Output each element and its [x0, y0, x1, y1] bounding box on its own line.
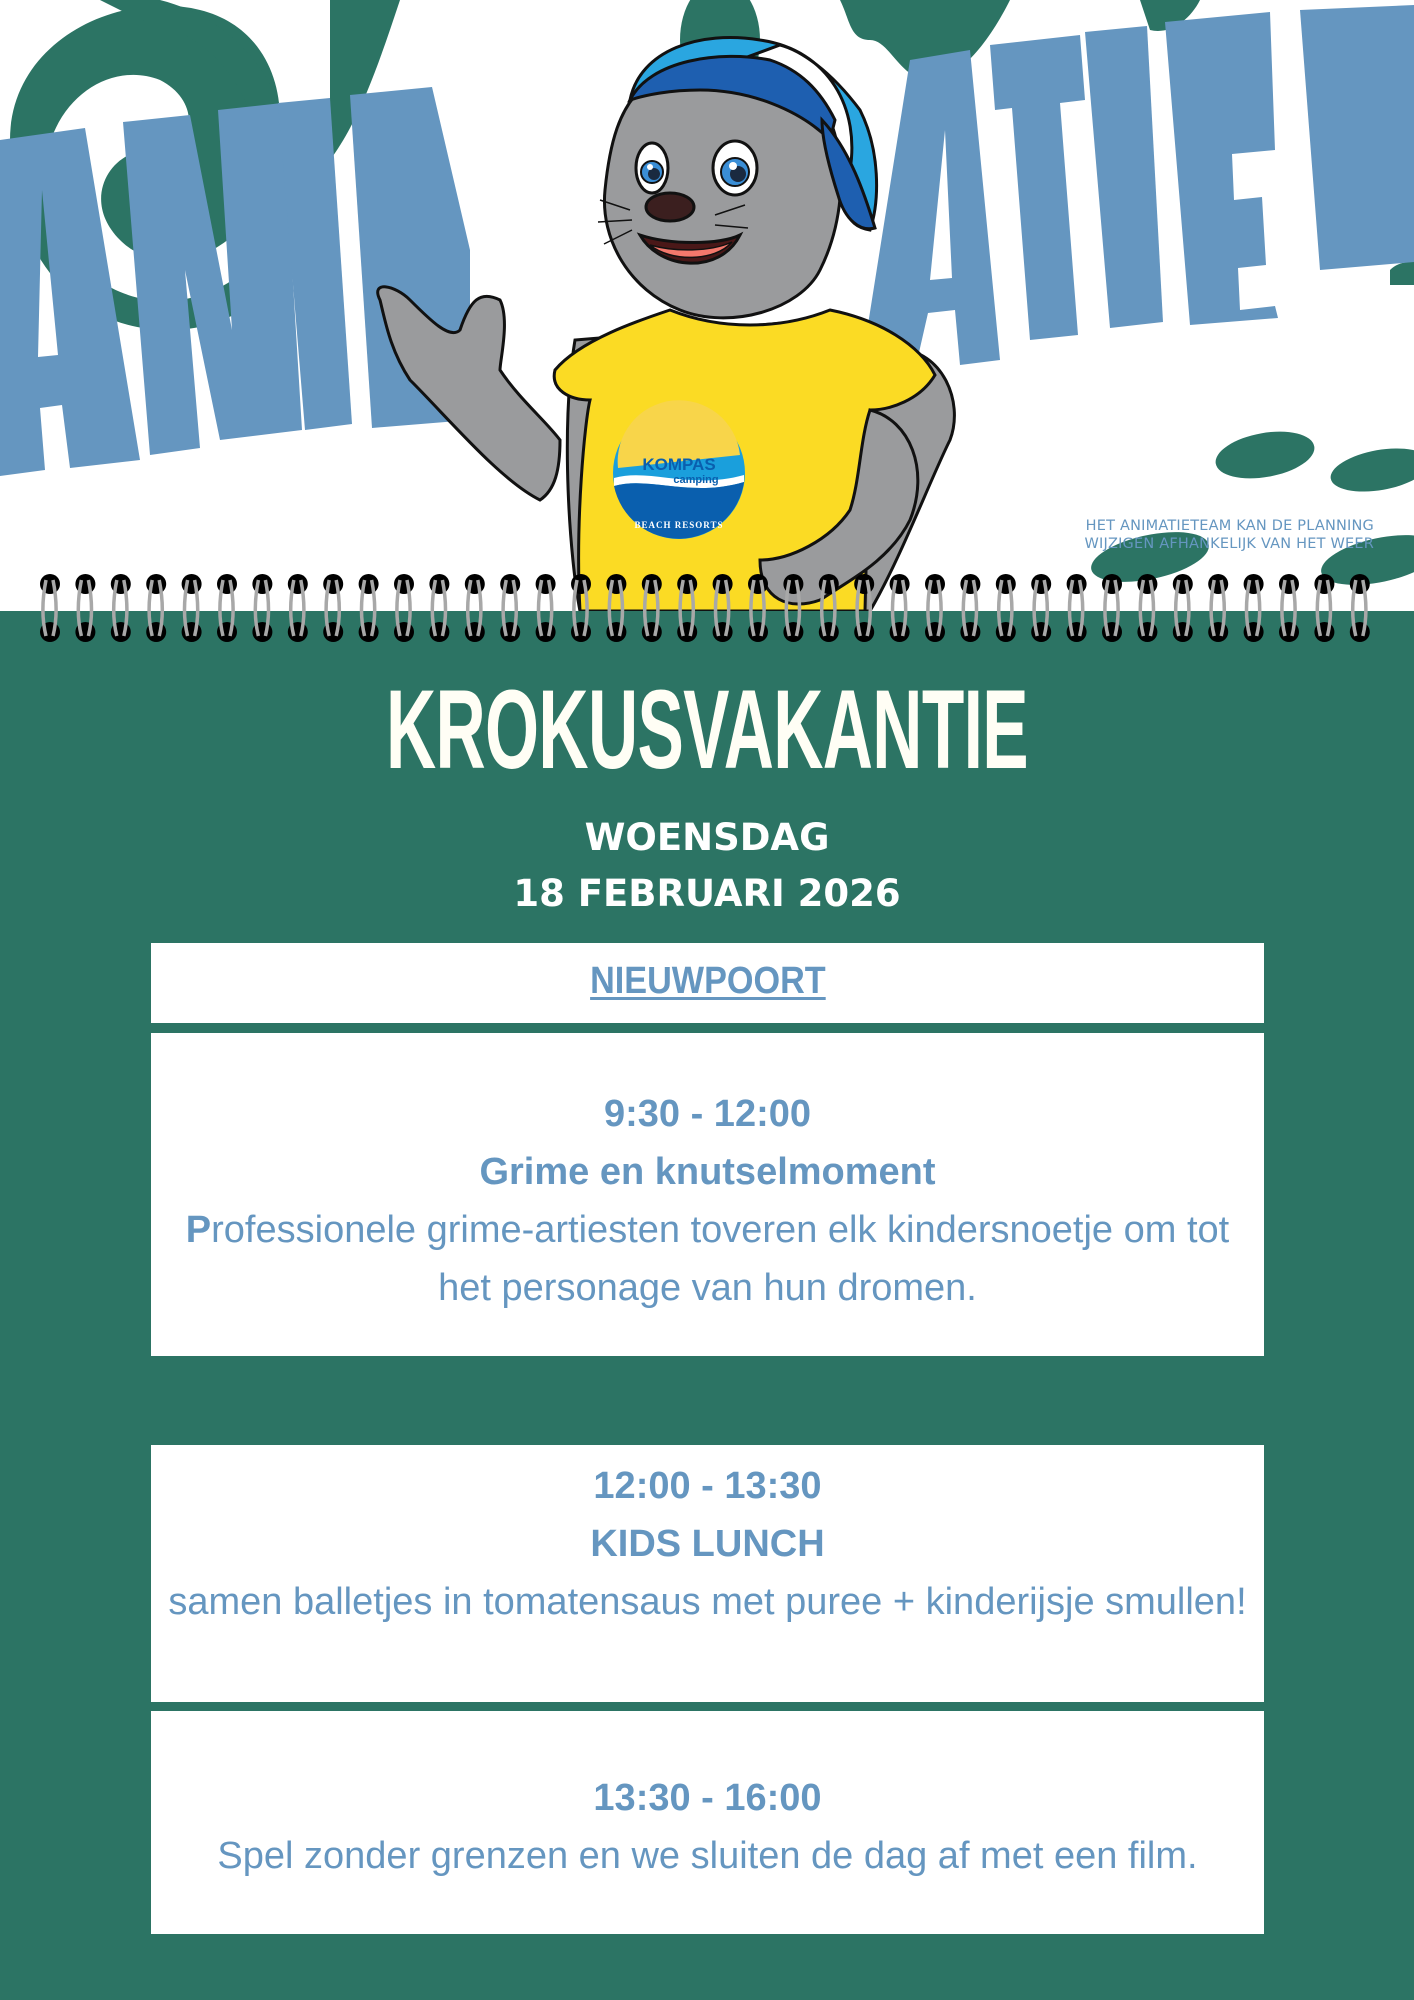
schedule-activity: Grime en knutselmoment	[479, 1151, 936, 1193]
event-date: 18 FEBRUARI 2026	[513, 872, 901, 915]
event-title: KROKUSVAKANTIE	[385, 667, 1029, 792]
description-text: rofessionele grime-artiesten toveren elk kindersnoetje om tot het personage van hun dromen.	[211, 1209, 1230, 1309]
schedule-time: 9:30 - 12:00	[603, 1093, 811, 1135]
weather-disclaimer-line2: WIJZIGEN AFHANKELIJK VAN HET WEER	[1084, 536, 1374, 552]
schedule-time: 12:00 - 13:30	[593, 1465, 822, 1507]
schedule-time: 13:30 - 16:00	[593, 1777, 822, 1819]
logo-sub-text: camping	[673, 474, 719, 486]
header-banner	[0, 0, 1414, 611]
schedule-card-3	[151, 1711, 1264, 1934]
logo-ring-text: BEACH RESORTS	[634, 520, 724, 530]
schedule-activity: KIDS LUNCH	[590, 1523, 825, 1565]
schedule-card-2	[151, 1445, 1264, 1702]
weather-disclaimer-line1: HET ANIMATIETEAM KAN DE PLANNING	[1085, 518, 1374, 534]
schedule-description: Spel zonder grenzen en we sluiten de dag af met een film.	[217, 1835, 1198, 1877]
schedule-card-1	[151, 1033, 1264, 1356]
schedule-description	[151, 1201, 1264, 1317]
event-day: WOENSDAG	[584, 816, 830, 859]
weather-disclaimer	[1084, 517, 1374, 553]
spiral-binding	[0, 570, 1414, 650]
description-initial: P	[185, 1209, 212, 1251]
schedule-description: samen balletjes in tomatensaus met puree + kinderijsje smullen!	[168, 1581, 1247, 1623]
location-header	[151, 943, 1264, 1023]
location-name: NIEUWPOORT	[589, 960, 826, 1002]
logo-brand-text: KOMPAS	[642, 455, 716, 474]
